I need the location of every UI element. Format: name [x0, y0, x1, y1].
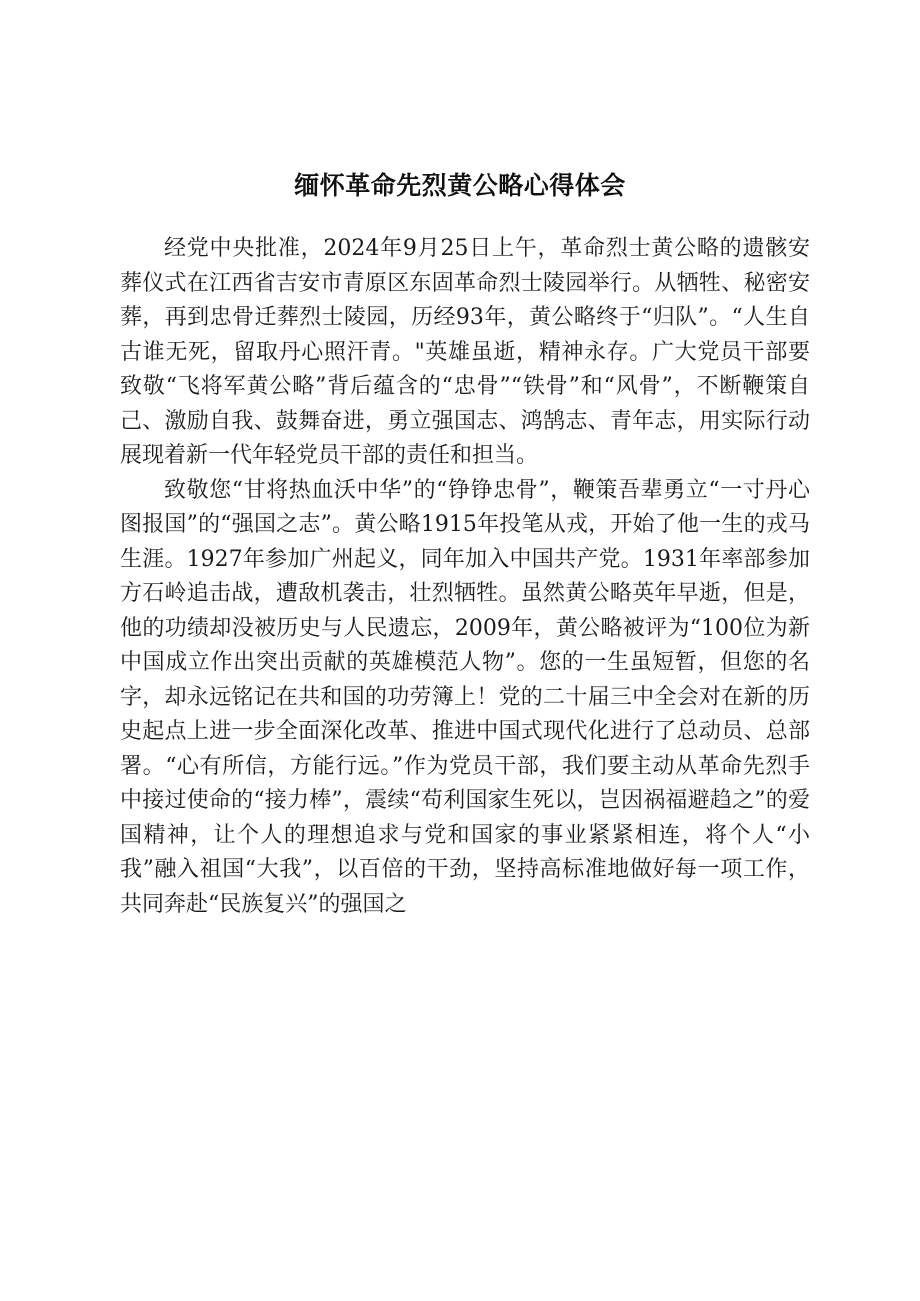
document-body [120, 232, 810, 922]
paragraph-2: 致敬您“甘将热血沃中华”的“铮铮忠骨”，鞭策吾辈勇立“一寸丹心图报国”的“强国之志”。黄公略1915年投笔从戎，开始了他一生的戎马生涯。1927年参加广州起义，同年加入中国共产党。1931年率部参加方石岭追击战，遭敌机袭击，壮烈牺牲。虽然黄公略英年早逝，但是，他的功绩却没被历史与人民遗忘，2009年，黄公略被评为“100位为新中国成立作出突出贡献的英雄模范人物”。您的一生虽短暂，但您的名字，却永远铭记在共和国的功劳簿上！党的二十届三中全会对在新的历史起点上进一步全面深化改革、推进中国式现代化进行了总动员、总部署。“心有所信，方能行远。”作为党员干部，我们要主动从革命先烈手中接过使命的“接力棒”，震续“苟利国家生死以，岂因祸福避趋之”的爱国精神，让个人的理想追求与党和国家的事业紧紧相连，将个人“小我”融入祖国“大我”，以百倍的干劲，坚持高标准地做好每一项工作，共同奔赴“民族复兴”的强国之 [120, 477, 810, 917]
document-title: 缅怀革命先烈黄公略心得体会 [294, 171, 626, 200]
paragraph-1: 经党中央批准，2024年9月25日上午，革命烈士黄公略的遗骸安葬仪式在江西省吉安市青原区东固革命烈士陵园举行。从牺牲、秘密安葬，再到忠骨迁葬烈士陵园，历经93年，黄公略终于“归队”。“人生自古谁无死，留取丹心照汗青。"英雄虽逝，精神永存。广大党员干部要致敬“飞将军黄公略”背后蕴含的“忠骨”“铁骨”和“风骨”，不断鞭策自己、激励自我、鼓舞奋进，勇立强国志、鸿鹄志、青年志，用实际行动展现着新一代年轻党员干部的责任和担当。 [120, 236, 810, 468]
